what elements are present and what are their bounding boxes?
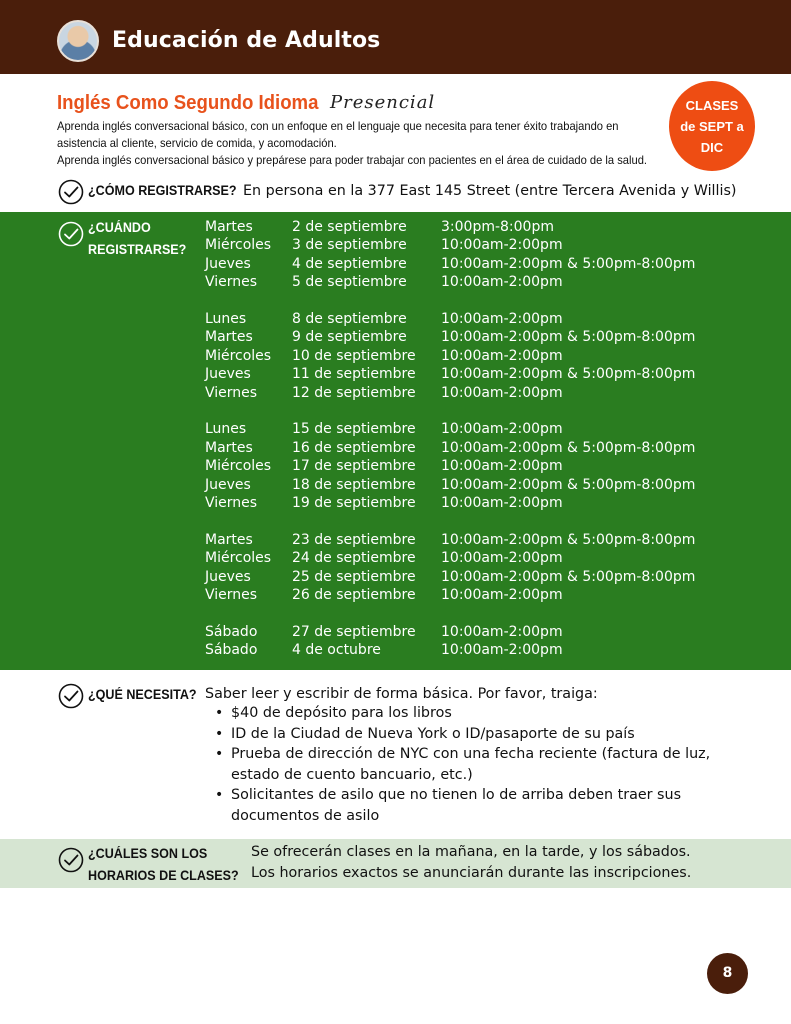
schedule-day: Miércoles [205,237,272,254]
schedule-day: Jueves [205,255,251,272]
table-row [0,311,791,329]
table-row [0,219,791,237]
schedule-time: 3:00pm-8:00pm [441,219,554,235]
schedule-time: 10:00am-2:00pm & 5:00pm-8:00pm [441,476,696,493]
schedule-day: Jueves [205,366,251,383]
table-row [0,348,791,366]
table-row [0,329,791,347]
table-row [0,587,791,605]
when-label: ¿CUÁNDO [88,220,151,235]
schedule-date: 5 de septiembre [292,274,407,291]
schedule-time: 10:00am-2:00pm & 5:00pm-8:00pm [441,568,696,585]
schedule-date: 4 de septiembre [292,255,407,272]
schedule-date: 23 de septiembre [292,531,416,548]
schedule-date: 24 de septiembre [292,550,416,567]
hours-label: ¿CUÁLES SON LOS [88,846,208,861]
schedule-time: 10:00am-2:00pm [441,274,563,291]
course-description-line: Aprenda inglés conversacional básico y prepárese para poder trabajar con pacientes en el área de cuidado de la salud. [57,153,648,167]
table-row [0,569,791,587]
page-number: 8 [707,953,748,994]
list-item: • Solicitantes de asilo que no tienen lo de arriba deben traer sus documentos de asilo [213,785,743,826]
schedule-date: 18 de septiembre [292,476,416,493]
header-bar [0,0,791,74]
schedule-time: 10:00am-2:00pm [441,495,563,511]
schedule-date: 17 de septiembre [292,458,416,475]
hours-section [0,839,791,888]
schedule-day: Lunes [205,311,247,327]
schedule-day: Jueves [205,568,251,585]
course-description-line: Aprenda inglés conversacional básico, con un enfoque en el lenguaje que necesita para tener éxito trabajando en [57,119,619,133]
register-label: ¿CÓMO REGISTRARSE? [88,183,237,198]
schedule-date: 26 de septiembre [292,587,416,603]
schedule-date: 11 de septiembre [292,366,416,383]
avatar [57,20,99,62]
schedule-time: 10:00am-2:00pm & 5:00pm-8:00pm [441,531,696,548]
table-row [0,550,791,568]
schedule-time: 10:00am-2:00pm [441,642,563,659]
register-address: En persona en la 377 East 145 Street (entre Tercera Avenida y Willis) [243,183,737,199]
checkmark-icon [58,683,84,709]
schedule-day: Martes [205,531,253,548]
list-item: • ID de la Ciudad de Nueva York o ID/pasaporte de su país [213,724,743,745]
schedule-date: 8 de septiembre [292,311,407,327]
schedule-time: 10:00am-2:00pm [441,237,563,254]
classes-badge [669,81,755,171]
schedule-time: 10:00am-2:00pm [441,623,563,640]
table-row [0,256,791,274]
hours-label: HORARIOS DE CLASES? [88,868,239,883]
schedule-day: Viernes [205,587,258,603]
table-row [0,237,791,255]
schedule-time: 10:00am-2:00pm [441,384,563,401]
badge-line: DIC [700,140,724,155]
table-row [0,385,791,403]
badge-line: de SEPT a [680,119,744,134]
schedule-date: 12 de septiembre [292,384,416,401]
hours-text: Los horarios exactos se anunciarán durante las inscripciones. [251,865,692,881]
schedule-section [0,212,791,670]
schedule-time: 10:00am-2:00pm [441,550,563,567]
needs-list [213,703,743,826]
schedule-day: Sábado [205,623,258,640]
schedule-time: 10:00am-2:00pm [441,311,563,327]
table-row [0,642,791,660]
schedule-time: 10:00am-2:00pm & 5:00pm-8:00pm [441,329,696,346]
badge-line: CLASES [685,98,739,113]
list-item: • $40 de depósito para los libros [213,703,743,724]
schedule-day: Sábado [205,642,258,659]
schedule-day: Miércoles [205,458,272,475]
schedule-day: Martes [205,439,253,456]
table-row [0,495,791,513]
schedule-date: 25 de septiembre [292,568,416,585]
schedule-day: Miércoles [205,550,272,567]
table-row [0,458,791,476]
schedule-time: 10:00am-2:00pm [441,458,563,475]
course-title: Inglés Como Segundo Idioma [57,92,319,114]
checkmark-icon [58,179,84,205]
schedule-date: 2 de septiembre [292,219,407,235]
needs-label: ¿QUÉ NECESITA? [88,687,197,702]
schedule-time: 10:00am-2:00pm [441,421,563,438]
needs-intro: Saber leer y escribir de forma básica. Por favor, traiga: [205,686,598,702]
table-row [0,624,791,642]
list-item: • Prueba de dirección de NYC con una fecha reciente (factura de luz, estado de cuento bancuario, etc.) [213,744,743,785]
course-modality: Presencial [330,92,436,113]
schedule-date: 19 de septiembre [292,495,416,511]
table-row [0,477,791,495]
schedule-date: 9 de septiembre [292,329,407,346]
when-label: REGISTRARSE? [88,242,187,257]
schedule-date: 16 de septiembre [292,439,416,456]
schedule-day: Jueves [205,476,251,493]
schedule-day: Miércoles [205,347,272,364]
header-title: Educación de Adultos [112,28,381,53]
table-row [0,366,791,384]
schedule-day: Viernes [205,274,258,291]
schedule-time: 10:00am-2:00pm & 5:00pm-8:00pm [441,366,696,383]
table-row [0,532,791,550]
schedule-date: 4 de octubre [292,642,381,659]
table-row [0,274,791,292]
course-description-line: asistencia al cliente, servicio de comida, y acomodación. [57,136,337,150]
checkmark-icon [58,847,84,873]
table-row [0,440,791,458]
schedule-day: Martes [205,219,253,235]
schedule-time: 10:00am-2:00pm & 5:00pm-8:00pm [441,439,696,456]
schedule-day: Lunes [205,421,247,438]
schedule-day: Martes [205,329,253,346]
schedule-date: 10 de septiembre [292,347,416,364]
schedule-day: Viernes [205,384,258,401]
hours-text: Se ofrecerán clases en la mañana, en la tarde, y los sábados. [251,844,691,860]
table-row [0,421,791,439]
schedule-date: 27 de septiembre [292,623,416,640]
schedule-time: 10:00am-2:00pm & 5:00pm-8:00pm [441,255,696,272]
schedule-date: 3 de septiembre [292,237,407,254]
schedule-date: 15 de septiembre [292,421,416,438]
schedule-time: 10:00am-2:00pm [441,587,563,603]
schedule-day: Viernes [205,495,258,511]
schedule-time: 10:00am-2:00pm [441,347,563,364]
